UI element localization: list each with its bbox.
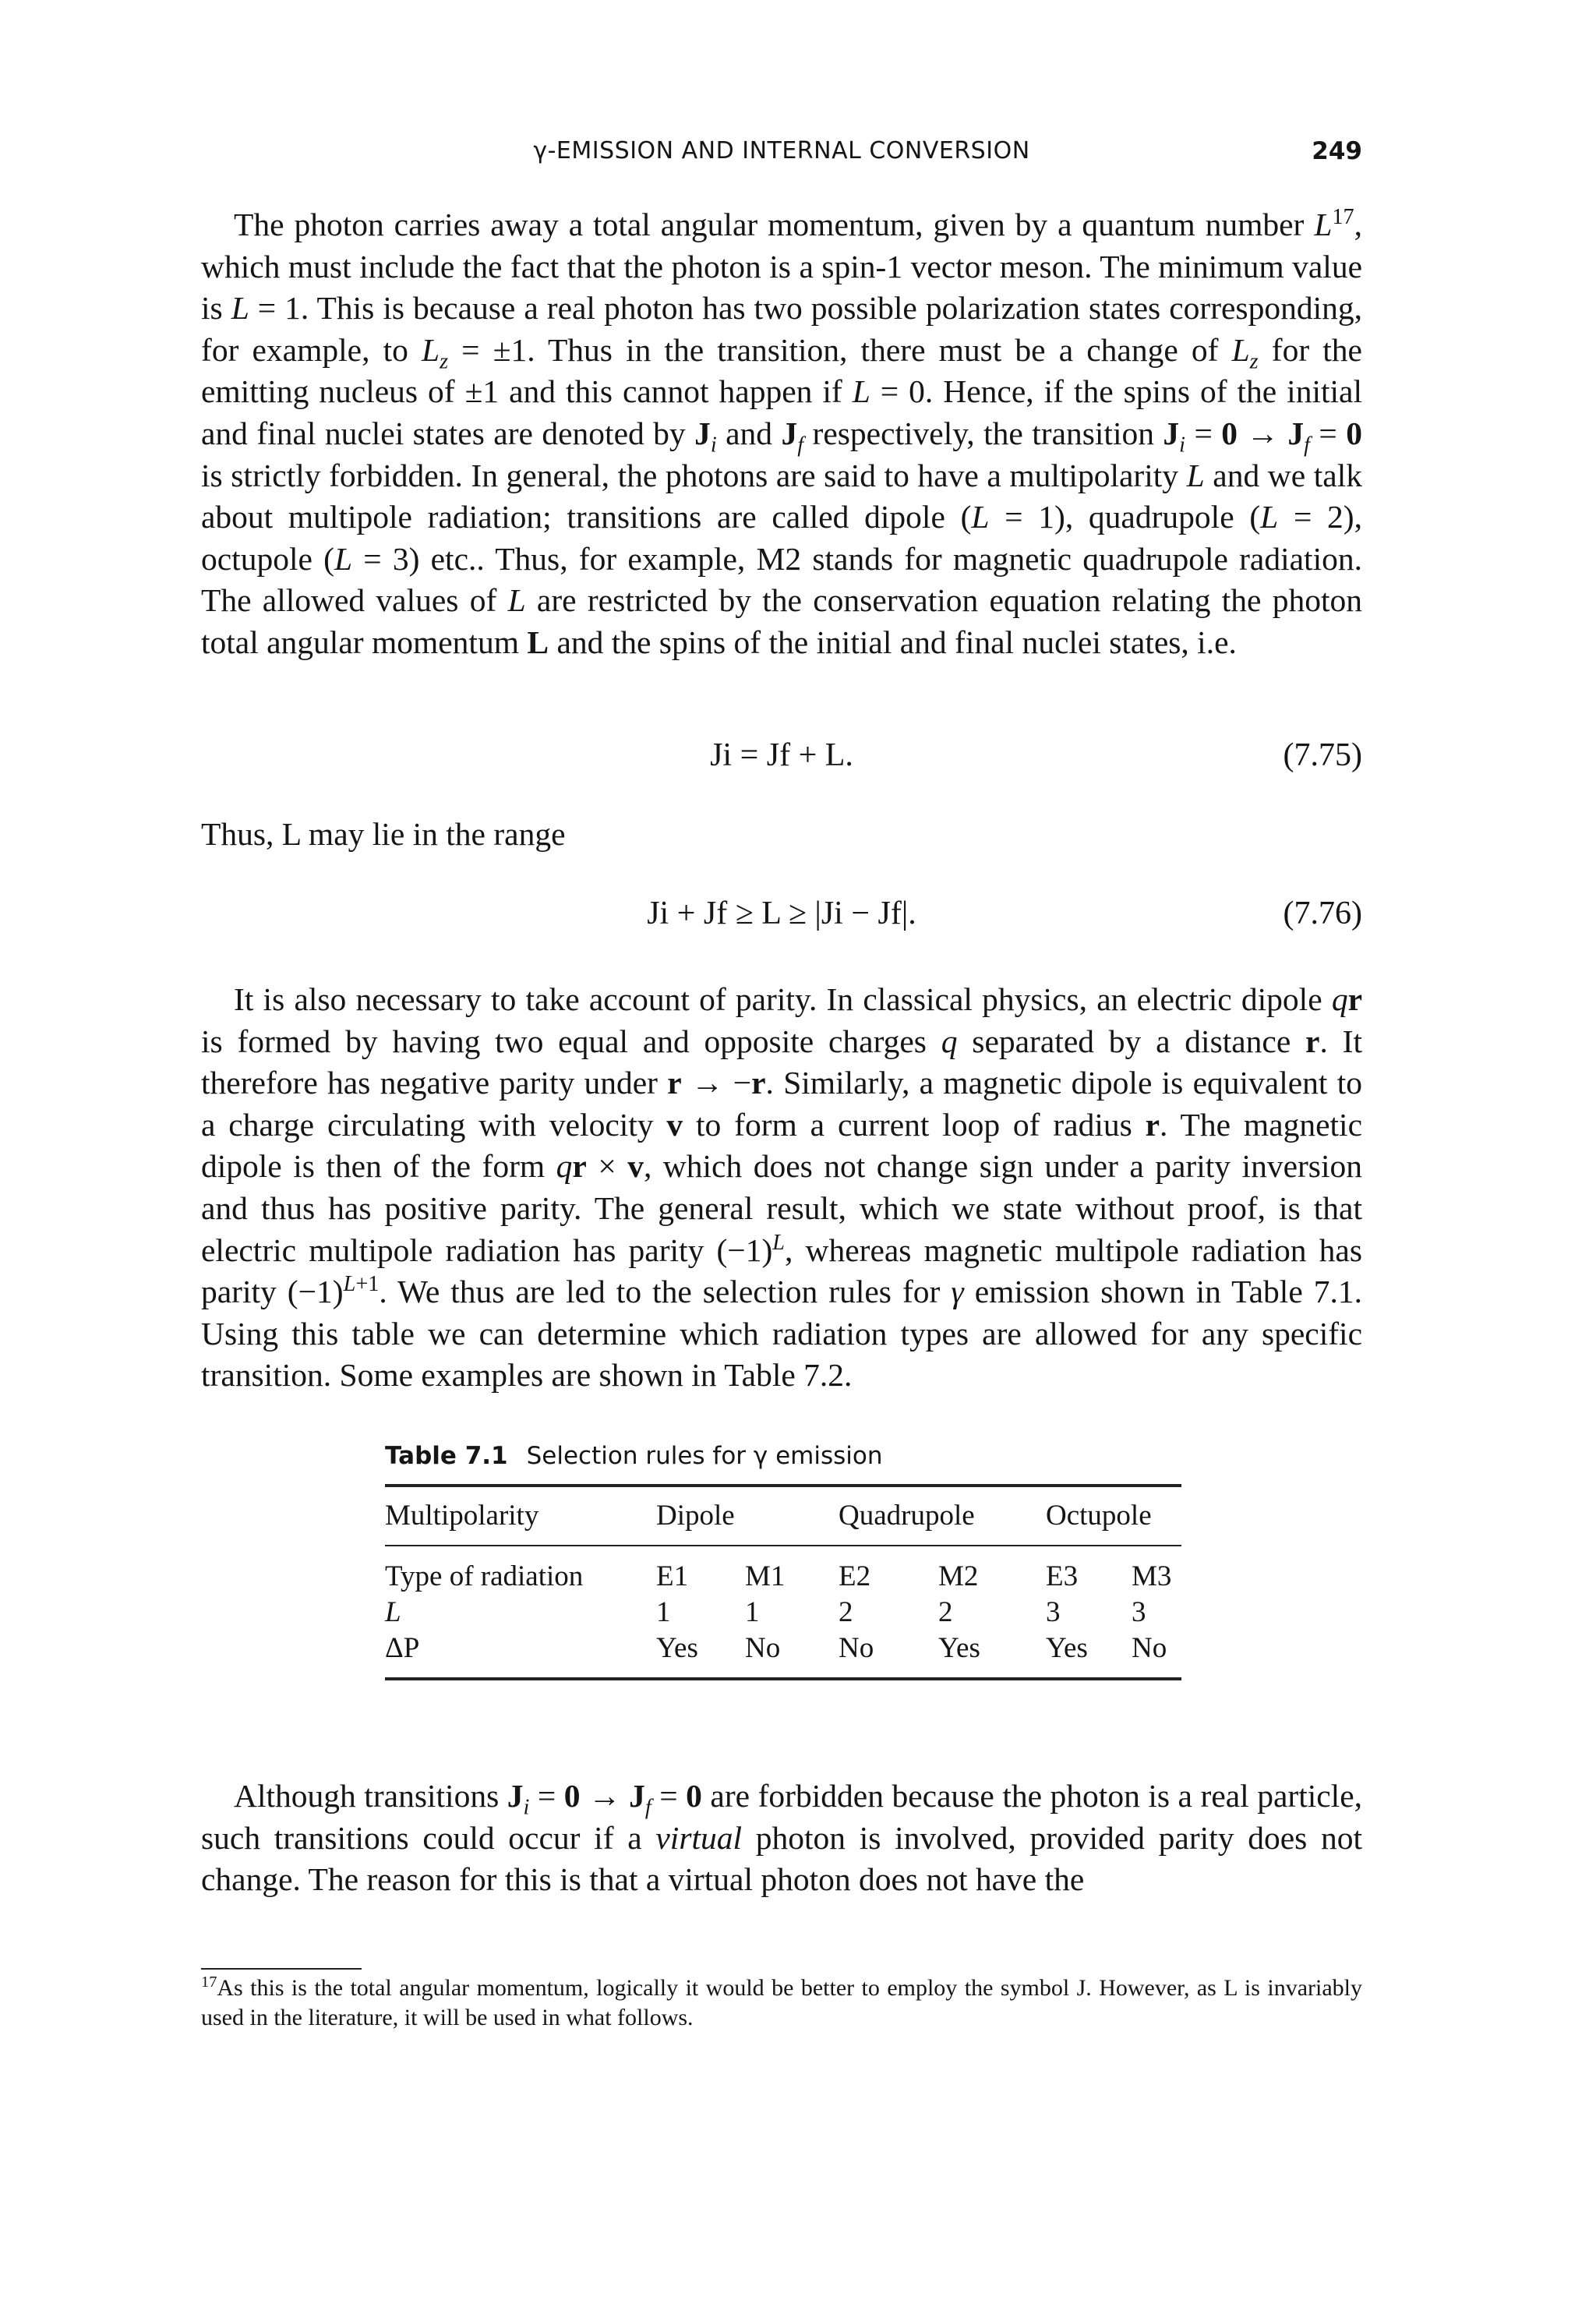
table-cell: 1 — [656, 1596, 671, 1628]
selection-rules-table — [385, 1484, 1181, 1680]
equation-7-75-label: (7.75) — [1283, 737, 1362, 773]
table-row — [385, 1546, 1181, 1595]
table-cell: E3 — [1046, 1560, 1079, 1592]
table-cell: No — [745, 1632, 781, 1664]
table-cell: Yes — [656, 1632, 698, 1664]
table-7-1 — [385, 1442, 1181, 1680]
table-cell: M3 — [1132, 1560, 1172, 1592]
equation-7-75 — [201, 737, 1362, 783]
table-row — [385, 1595, 1181, 1631]
table-header-row — [385, 1486, 1181, 1546]
paragraph-range-intro: Thus, L may lie in the range — [201, 816, 566, 852]
equation-7-76-label: (7.76) — [1283, 896, 1362, 931]
table-cell: E2 — [839, 1560, 871, 1592]
table-cell: L — [385, 1596, 401, 1628]
running-title: γ-EMISSION AND INTERNAL CONVERSION — [533, 137, 1030, 164]
footnote-text: As this is the total angular momentum, logically it would be better to employ the symbol J. However, as L is invariably used in the literature, it will be used in what follows. — [201, 1975, 1362, 2030]
table-header-cell: Quadrupole — [839, 1500, 975, 1532]
paragraph-angular-momentum: The photon carries away a total angular momentum, given by a quantum number $L^{17}$, which must include the fact that the photon is a spin-1 vector meson. The minimum value is L = 1. This is because a real photon has two possible polarization states corresponding, for example, to $L_z = \pm 1$. Thus in the transition, there must be a change of $L_z$ for the emitting nucleus of ±1 and this cannot happen if L = 0. Hence, if the spins of the initial and final nuclei states are denoted by $J_i$ and $J_f$ respectively, the transition $J_i = 0 \to J_f = 0$ is strictly forbidden. In general, the photons are said to have a multipolarity L and we talk about multipole radiation; transitions are called dipole (L = 1), quadrupole (L = 2), octupole (L = 3) etc.. Thus, for example, M2 stands for magnetic quadrupole radiation. The allowed values of L are restricted by the conservation equation relating the photon total angular momentum L and the spins of the initial and final nuclei states, i.e. — [201, 205, 1363, 660]
footnote-rule — [201, 1968, 362, 1970]
table-cell: M1 — [745, 1560, 786, 1592]
table-cell: E1 — [656, 1560, 689, 1592]
table-cell: Yes — [1046, 1632, 1088, 1664]
table-cell: 1 — [745, 1596, 760, 1628]
table-header-cell: Multipolarity — [385, 1500, 539, 1532]
paragraph-parity: It is also necessary to take account of parity. In classical physics, an electric dipole qr is formed by having two equal and opposite charges q separated by a distance r. It therefore has negative parity under r → −r. Similarly, a magnetic dipole is equivalent to a charge circulating with velocity v to form a current loop of radius r. The magnetic dipole is then of the form qr × v, which does not change sign under a parity inversion and thus has positive parity. The general result, which we state without proof, is that electric multipole radiation has parity $(-1)^L$, whereas magnetic multipole radiation has parity $(-1)^{L+1}$. We thus are led to the selection rules for γ emission shown in Table 7.1. Using this table we can determine which radiation types are allowed for any specific transition. Some examples are shown in Table 7.2. — [201, 981, 1363, 1394]
equation-7-76-body: Ji + Jf ≥ L ≥ |Ji − Jf|. — [647, 896, 916, 931]
table-cell: 3 — [1046, 1596, 1061, 1628]
table-header-cell: Octupole — [1046, 1500, 1152, 1532]
table-cell: Yes — [938, 1632, 980, 1664]
table-cell: 3 — [1132, 1596, 1146, 1628]
table-caption — [385, 1442, 1181, 1470]
paragraph-virtual-photon: Although transitions $J_i = 0 \to J_f = 0$ are forbidden because the photon is a real particle, such transitions could occur if a virtual photon is involved, provided parity does not change. The reason for this is that a virtual photon does not have the — [201, 1778, 1363, 1898]
table-label: Table 7.1 — [385, 1442, 508, 1470]
footnote — [201, 1973, 1362, 2033]
table-cell: 2 — [839, 1596, 853, 1628]
table-caption-text: Selection rules for γ emission — [526, 1442, 883, 1470]
table-cell: No — [1132, 1632, 1167, 1664]
table-row — [385, 1631, 1181, 1679]
equation-7-76 — [201, 895, 1362, 942]
running-header — [201, 137, 1362, 176]
table-cell: M2 — [938, 1560, 979, 1592]
page-number: 249 — [1312, 137, 1362, 165]
table-cell: Type of radiation — [385, 1560, 584, 1592]
table-cell: 2 — [938, 1596, 953, 1628]
footnote-marker: 17 — [201, 1973, 217, 1991]
table-header-cell: Dipole — [656, 1500, 735, 1532]
table-cell: ΔP — [385, 1632, 420, 1664]
table-cell: No — [839, 1632, 874, 1664]
equation-7-75-body: Ji = Jf + L. — [710, 737, 853, 773]
